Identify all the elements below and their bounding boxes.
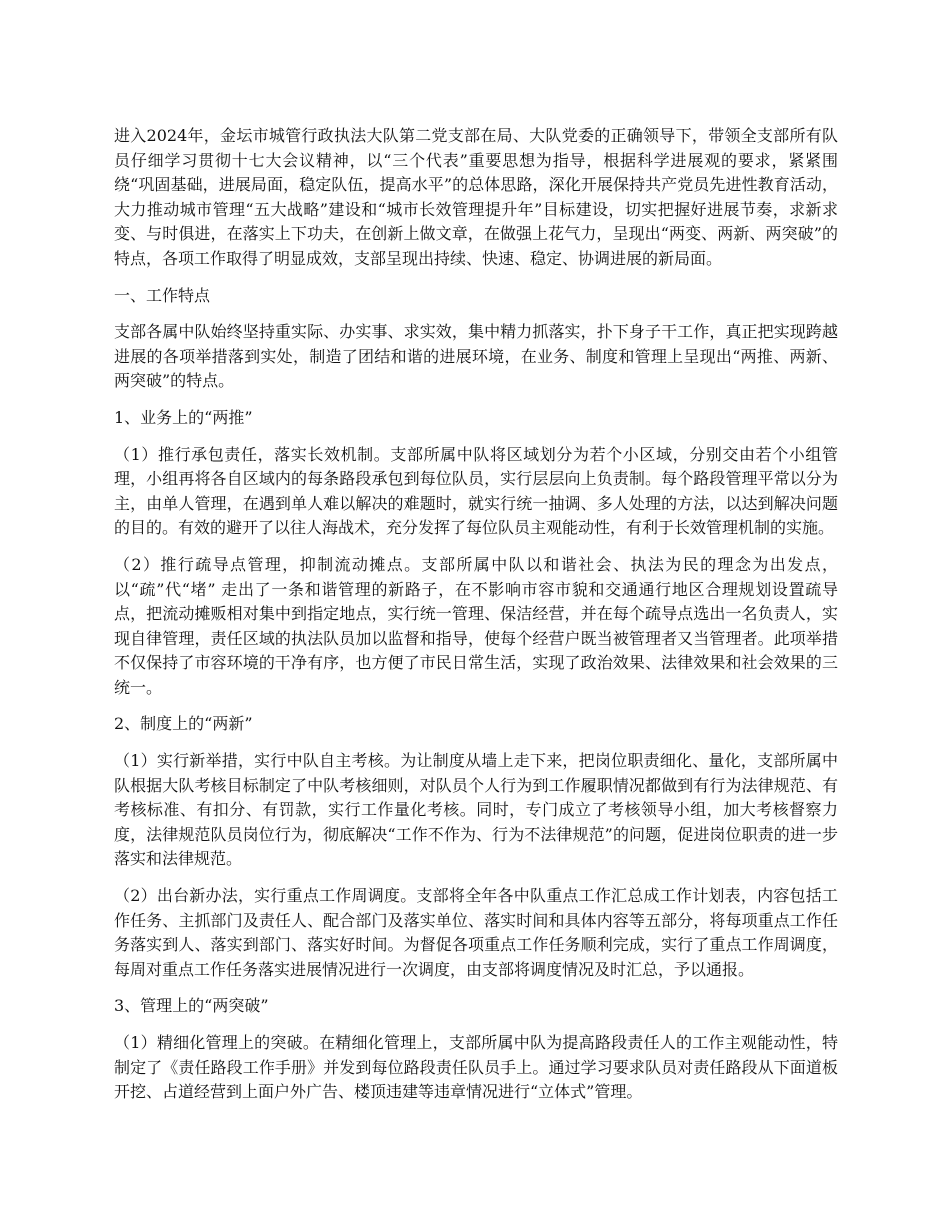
document-body bbox=[114, 124, 838, 1117]
subheading-management: 3、管理上的“两突破” bbox=[114, 996, 269, 1016]
section-heading-work-features: 一、工作特点 bbox=[114, 285, 211, 305]
business-paragraph-1: （1）推行承包责任，落实长效机制。支部所属中队将区域划分为若个小区域，分别交由若个小组管理，小组再将各自区域内的每条路段承包到每位队员，实行层层向上负责制。每个路段管理平常以分为主，由单人管理，在遇到单人难以解决的难题时，就实行统一抽调、多人处理的方法，以达到解决问题的目的。有效的避开了以往人海战术，充分发挥了每位队员主观能动性，有利于长效管理机制的实施。 bbox=[114, 444, 838, 538]
system-paragraph-2: （2）出台新办法，实行重点工作周调度。支部将全年各中队重点工作汇总成工作计划表，内容包括工作任务、主抓部门及责任人、配合部门及落实单位、落实时间和具体内容等五部分，将每项重点工作任务落实到人、落实到部门、落实好时间。为督促各项重点工作任务顺利完成，实行了重点工作周调度，每周对重点工作任务落实进展情况进行一次调度，由支部将调度情况及时汇总，予以通报。 bbox=[114, 886, 838, 979]
system-paragraph-1: （1）实行新举措，实行中队自主考核。为让制度从墙上走下来，把岗位职责细化、量化，支部所属中队根据大队考核目标制定了中队考核细则，对队员个人行为到工作履职情况都做到有行为法律规范、有考核标准、有扣分、有罚款，实行工作量化考核。同时，专门成立了考核领导小组，加大考核督察力度，法律规范队员岗位行为，彻底解决“工作不作为、行为不法律规范”的问题，促进岗位职责的进一步落实和法律规范。 bbox=[114, 751, 838, 869]
subheading-business: 1、业务上的“两推” bbox=[114, 407, 253, 427]
section-paragraph-work-features: 支部各属中队始终坚持重实际、办实事、求实效，集中精力抓落实，扑下身子干工作，真正把实现跨越进展的各项举措落到实处，制造了团结和谐的进展环境，在业务、制度和管理上呈现出“两推、两新、两突破”的特点。 bbox=[114, 322, 838, 391]
subheading-system: 2、制度上的“两新” bbox=[114, 714, 253, 734]
intro-paragraph: 进入2024年，金坛市城管行政执法大队第二党支部在局、大队党委的正确领导下，带领全支部所有队员仔细学习贯彻十七大会议精神，以“三个代表”重要思想为指导，根据科学进展观的要求，紧紧围绕“巩固基础，进展局面，稳定队伍，提高水平”的总体思路，深化开展保持共产党员先进性教育活动，大力推动城市管理“五大战略”建设和“城市长效管理提升年”目标建设，切实把握好进展节奏，求新求变、与时俱进，在落实上下功夫，在创新上做文章，在做强上花气力，呈现出“两变、两新、两突破”的特点，各项工作取得了明显成效，支部呈现出持续、快速、稳定、协调进展的新局面。 bbox=[114, 126, 838, 268]
management-paragraph-1: （1）精细化管理上的突破。在精细化管理上，支部所属中队为提高路段责任人的工作主观能动性，特制定了《责任路段工作手册》并发到每位路段责任队员手上。通过学习要求队员对责任路段从下面道板开挖、占道经营到上面户外广告、楼顶违建等违章情况进行“立体式”管理。 bbox=[114, 1033, 838, 1102]
business-paragraph-2: （2）推行疏导点管理，抑制流动摊点。支部所属中队以和谐社会、执法为民的理念为出发点，以“疏”代“堵” 走出了一条和谐管理的新路子，在不影响市容市貌和交通通行地区合理规划设置疏导点，把流动摊贩相对集中到指定地点，实行统一管理、保洁经营，并在每个疏导点选出一名负责人，实现自律管理，责任区域的执法队员加以监督和指导，使每个经营户既当被管理者又当管理者。此项举措不仅保持了市容环境的干净有序，也方便了市民日常生活，实现了政治效果、法律效果和社会效果的三统一。 bbox=[114, 554, 838, 697]
